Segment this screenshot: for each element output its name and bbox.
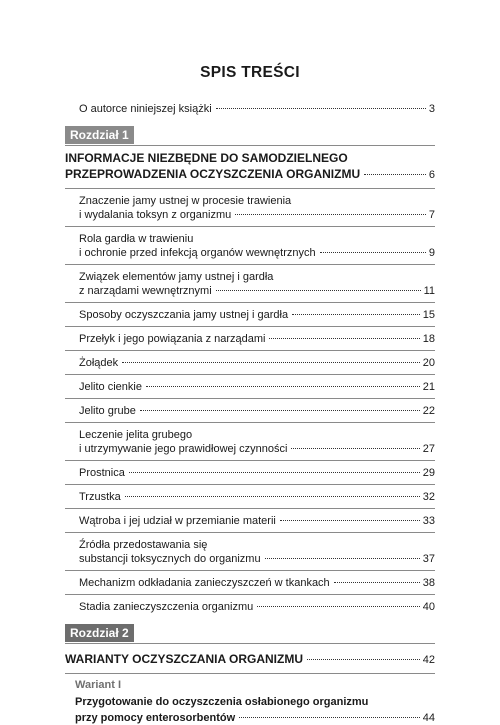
chapter-1-entries	[65, 188, 435, 614]
toc-entry[interactable]	[65, 308, 435, 322]
toc-entry-label-line1: Związek elementów jamy ustnej i gardła	[79, 271, 274, 283]
toc-entry[interactable]	[65, 404, 435, 418]
entry-separator	[65, 508, 435, 509]
dot-leader	[257, 606, 419, 607]
chapter-2-heading[interactable]	[65, 651, 435, 668]
entry-separator	[65, 326, 435, 327]
toc-entry-label: Żołądek	[79, 357, 119, 369]
dot-leader	[239, 717, 420, 718]
toc-page-number: 29	[422, 467, 435, 479]
dot-leader	[364, 174, 426, 175]
dot-leader	[235, 214, 426, 215]
entry-separator	[65, 226, 435, 227]
toc-entry[interactable]	[65, 576, 435, 590]
toc-page-number: 15	[422, 309, 435, 321]
dot-leader	[216, 290, 421, 291]
toc-entry-label: i ochronie przed infekcją organów wewnętrznych	[79, 247, 316, 259]
toc-entry[interactable]	[65, 356, 435, 370]
chapter-rule	[65, 145, 435, 146]
dot-leader	[146, 386, 420, 387]
toc-entry[interactable]	[65, 194, 435, 222]
toc-entry[interactable]	[65, 466, 435, 480]
entry-separator	[65, 484, 435, 485]
toc-page-number: 44	[422, 712, 435, 724]
toc-entry[interactable]	[65, 232, 435, 260]
chapter-1-badge: Rozdział 1	[65, 126, 134, 144]
variant-label: Wariant I	[75, 679, 122, 691]
toc-entry[interactable]	[65, 538, 435, 566]
entry-separator	[65, 460, 435, 461]
variant-title-line1: Przygotowanie do oczyszczenia osłabionego organizmu	[75, 696, 369, 708]
toc-page-number: 22	[422, 405, 435, 417]
chapter-1-heading-line1: INFORMACJE NIEZBĘDNE DO SAMODZIELNEGO	[65, 151, 348, 165]
entry-separator	[65, 374, 435, 375]
dot-leader	[334, 582, 420, 583]
table-of-contents	[65, 100, 435, 725]
entry-separator	[65, 188, 435, 189]
dot-leader	[320, 252, 426, 253]
entry-separator	[65, 264, 435, 265]
toc-entry-label: Stadia zanieczyszczenia organizmu	[79, 601, 254, 613]
toc-page-number: 7	[428, 209, 435, 221]
chapter-1-heading-line2: PRZEPROWADZENIA OCZYSZCZENIA ORGANIZMU	[65, 167, 361, 181]
toc-entry-intro[interactable]	[65, 102, 435, 116]
dot-leader	[265, 558, 420, 559]
variant-entry[interactable]	[65, 695, 435, 725]
toc-page-number: 6	[428, 169, 435, 181]
toc-page-number: 32	[422, 491, 435, 503]
toc-entry-label-line1: Znaczenie jamy ustnej w procesie trawienia	[79, 195, 292, 207]
dot-leader	[269, 338, 419, 339]
entry-separator	[65, 594, 435, 595]
toc-entry[interactable]	[65, 332, 435, 346]
toc-entry-label-line1: Źródła przedostawania się	[79, 539, 208, 551]
toc-entry-label: i utrzymywanie jego prawidłowej czynności	[79, 443, 288, 455]
toc-entry-label: Trzustka	[79, 491, 121, 503]
toc-entry-label: Mechanizm odkładania zanieczyszczeń w tkankach	[79, 577, 330, 589]
toc-page-number: 38	[422, 577, 435, 589]
dot-leader	[291, 448, 419, 449]
toc-page-number: 9	[428, 247, 435, 259]
dot-leader	[125, 496, 420, 497]
dot-leader	[292, 314, 420, 315]
chapter-2-heading-text: WARIANTY OCZYSZCZANIA ORGANIZMU	[65, 652, 303, 666]
dot-leader	[216, 108, 426, 109]
toc-page-number: 37	[422, 553, 435, 565]
entry-separator	[65, 532, 435, 533]
toc-page-number: 20	[422, 357, 435, 369]
toc-entry-label-line1: Leczenie jelita grubego	[79, 429, 193, 441]
variant-title-line2: przy pomocy enterosorbentów	[75, 712, 236, 724]
chapter-2-badge: Rozdział 2	[65, 624, 134, 642]
toc-entry-label: O autorce niniejszej książki	[79, 103, 212, 115]
toc-entry-label: Prostnica	[79, 467, 125, 479]
entry-separator	[65, 570, 435, 571]
toc-page-number: 18	[422, 333, 435, 345]
chapter-2-header	[65, 624, 435, 643]
toc-entry-label: z narządami wewnętrznymi	[79, 285, 212, 297]
toc-entry[interactable]	[65, 428, 435, 456]
toc-entry-label: substancji toksycznych do organizmu	[79, 553, 261, 565]
dot-leader	[280, 520, 420, 521]
toc-page-number: 33	[422, 515, 435, 527]
toc-page-number: 11	[423, 285, 435, 297]
entry-separator	[65, 302, 435, 303]
toc-entry[interactable]	[65, 514, 435, 528]
toc-entry-label: Jelito cienkie	[79, 381, 142, 393]
toc-page-number: 3	[428, 103, 435, 115]
dot-leader	[129, 472, 420, 473]
entry-separator	[65, 422, 435, 423]
toc-entry-label-line1: Rola gardła w trawieniu	[79, 233, 194, 245]
toc-entry[interactable]	[65, 270, 435, 298]
dot-leader	[140, 410, 420, 411]
toc-entry[interactable]	[65, 600, 435, 614]
chapter-1-heading[interactable]	[65, 150, 435, 183]
page-title: SPIS TREŚCI	[200, 64, 300, 81]
toc-entry[interactable]	[65, 490, 435, 504]
toc-entry-label: i wydalania toksyn z organizmu	[79, 209, 232, 221]
chapter-1-header	[65, 126, 435, 145]
toc-entry-label: Jelito grube	[79, 405, 136, 417]
dot-leader	[307, 659, 420, 660]
entry-separator	[65, 673, 435, 674]
toc-page-number: 42	[422, 654, 435, 666]
toc-entry[interactable]	[65, 380, 435, 394]
dot-leader	[122, 362, 420, 363]
entry-separator	[65, 350, 435, 351]
entry-separator	[65, 398, 435, 399]
toc-page-number: 40	[422, 601, 435, 613]
toc-entry-label: Wątroba i jej udział w przemianie materii	[79, 515, 276, 527]
toc-page-number: 21	[422, 381, 435, 393]
chapter-rule	[65, 643, 435, 644]
toc-entry-label: Przełyk i jego powiązania z narządami	[79, 333, 266, 345]
toc-page-number: 27	[422, 443, 435, 455]
toc-entry-label: Sposoby oczyszczania jamy ustnej i gardła	[79, 309, 289, 321]
